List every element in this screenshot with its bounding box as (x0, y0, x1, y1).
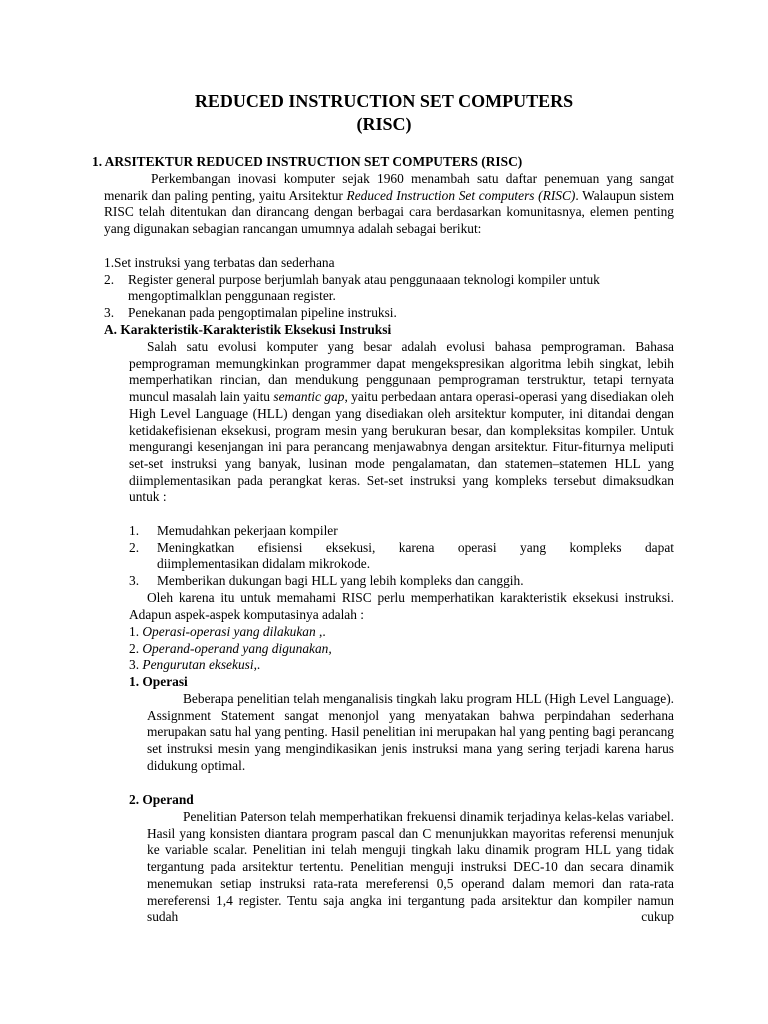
aspect-item (129, 657, 674, 674)
goals-list (129, 523, 674, 590)
goal-item (129, 573, 674, 590)
operand-heading: 2. Operand (129, 792, 194, 807)
aspect-text: Operand-operand yang digunakan, (142, 640, 332, 656)
aspect-item (129, 641, 674, 658)
section-a-heading: A. Karakteristik-Karakteristik Eksekusi Instruksi (104, 322, 392, 337)
intro-text-start: Perkembangan inovasi komputer sejak 1960 menambah satu daftar penemuan yang sangat menarik dan paling penting, yaitu Arsitektur (104, 171, 674, 203)
semantic-gap-term: semantic gap (273, 389, 345, 405)
section-a-paragraph-2: Oleh karena itu untuk memahami RISC perlu memperhatikan karakteristik eksekusi instruksi. Adapun aspek-aspek komputasinya adalah : (129, 590, 674, 622)
operasi-heading: 1. Operasi (129, 674, 188, 689)
risc-elements-list (104, 255, 679, 322)
list-number: 2. (129, 539, 140, 555)
section-1-intro (104, 171, 674, 238)
risc-element-2 (104, 272, 679, 289)
aspect-tail: ,. (253, 657, 261, 673)
aspects-list (129, 624, 674, 674)
operand-paragraph: Penelitian Paterson telah memperhatikan frekuensi dinamik terjadinya kelas-kelas variabel. Hasil yang konsisten diantara program pascal dan C menunjukkan mayoritas referensi menunjuk ke variable scalar. Penelitian ini telah menguji tingkah laku dinamik program HLL yang tidak tergantung pada arsitektur tertentu. Penelitian menguji instruksi DEC-10 dan secara dinamik menemukan setiap instruksi rata-rata mereferensi 0,5 operand dalam memori dan rata-rata mereferensi 1,4 register. Tentu saja angka ini tergantung pada arsitektur dan kompiler namun sudah cukup (147, 809, 674, 925)
para1-text-start: Salah satu evolusi komputer yang besar adalah evolusi bahasa pemprograman. Bahasa pemprograman memungkinkan programmer dapat mengekspresikan algoritma lebih singkat, lebih memperhatikan rincian, dan mendukung penggunaan pemprograman terstruktur, tetapi ternyata muncul masalah lain yaitu (129, 339, 674, 405)
risc-element-3 (104, 305, 679, 322)
list-number: 2. (129, 640, 143, 656)
list-number: 3. (104, 305, 115, 321)
aspect-text: Pengurutan eksekusi (142, 657, 254, 673)
risc-element-3-text: Penekanan pada pengoptimalan pipeline instruksi. (128, 305, 397, 321)
aspect-tail: ,. (315, 624, 326, 639)
document-title (0, 90, 768, 136)
para1-text-end: , yaitu perbedaan antara operasi-operasi yang disediakan oleh High Level Language (HLL) dengan yang disediakan oleh arsitektur komputer, ini ditandai dengan ketidakefisienan eksekusi, program mesin yang berukuran besar, dan kompleksitas kompiler. Untuk mengurangi kesenjangan ini para perancang menjawabnya dengan arsitektur. Fitur-fiturnya meliputi set-set instruksi yang banyak, lusinan mode pengalamatan, dan statemen–statemen HLL yang diimplementasikan pada perangkat keras. Set-set instruksi yang kompleks tersebut dimaksudkan untuk : (129, 389, 674, 505)
risc-element-1: 1.Set instruksi yang terbatas dan sederhana (104, 255, 335, 270)
section-1-heading: 1. ARSITEKTUR REDUCED INSTRUCTION SET COMPUTERS (RISC) (92, 154, 523, 169)
risc-element-2-cont: mengoptimalklan penggunaan register. (128, 288, 336, 304)
operasi-paragraph: Beberapa penelitian telah menganalisis tingkah laku program HLL (High Level Language). Assignment Statement sangat menonjol yang menyatakan bahwa perpindahan sederhana merupakan satu hal yang penting. Hasil penelitian ini merupakan hal yang penting bagi perancang set instruksi mesin yang mengindikasikan jenis instruksi mana yang sering terjadi karena harus didukung optimal. (147, 691, 674, 773)
risc-element-2-text: Register general purpose berjumlah banyak atau penggunaaan teknologi kompiler untuk (128, 271, 600, 287)
aspect-item (129, 624, 674, 641)
aspect-text: Operasi-operasi yang dilakukan (142, 624, 316, 639)
list-number: 1. (129, 624, 143, 639)
title-line-2: (RISC) (356, 114, 412, 134)
goal-text: Meningkatkan efisiensi eksekusi, karena operasi yang kompleks dapat (157, 539, 674, 555)
title-line-1: REDUCED INSTRUCTION SET COMPUTERS (194, 91, 574, 111)
list-number: 1. (129, 523, 140, 538)
goal-text-cont: diimplementasikan didalam mikrokode. (157, 556, 371, 572)
intro-italic-term: Reduced Instruction Set computers (RISC) (346, 187, 576, 203)
goal-item (129, 540, 674, 573)
goal-item (129, 523, 674, 540)
goal-text: Memudahkan pekerjaan kompiler (157, 523, 338, 538)
section-a-paragraph-1 (129, 339, 674, 506)
list-number: 2. (104, 271, 115, 287)
intro-text-end: . Walaupun sistem RISC telah ditentukan dan dirancang dengan berbagai cara berdasarkan komunitasnya, elemen penting yang digunakan sebagian rancangan umumnya adalah sebagai berikut: (104, 187, 674, 237)
goal-text: Memberikan dukungan bagi HLL yang lebih kompleks dan canggih. (157, 573, 524, 589)
list-number: 3. (129, 573, 140, 589)
list-number: 3. (129, 657, 143, 673)
